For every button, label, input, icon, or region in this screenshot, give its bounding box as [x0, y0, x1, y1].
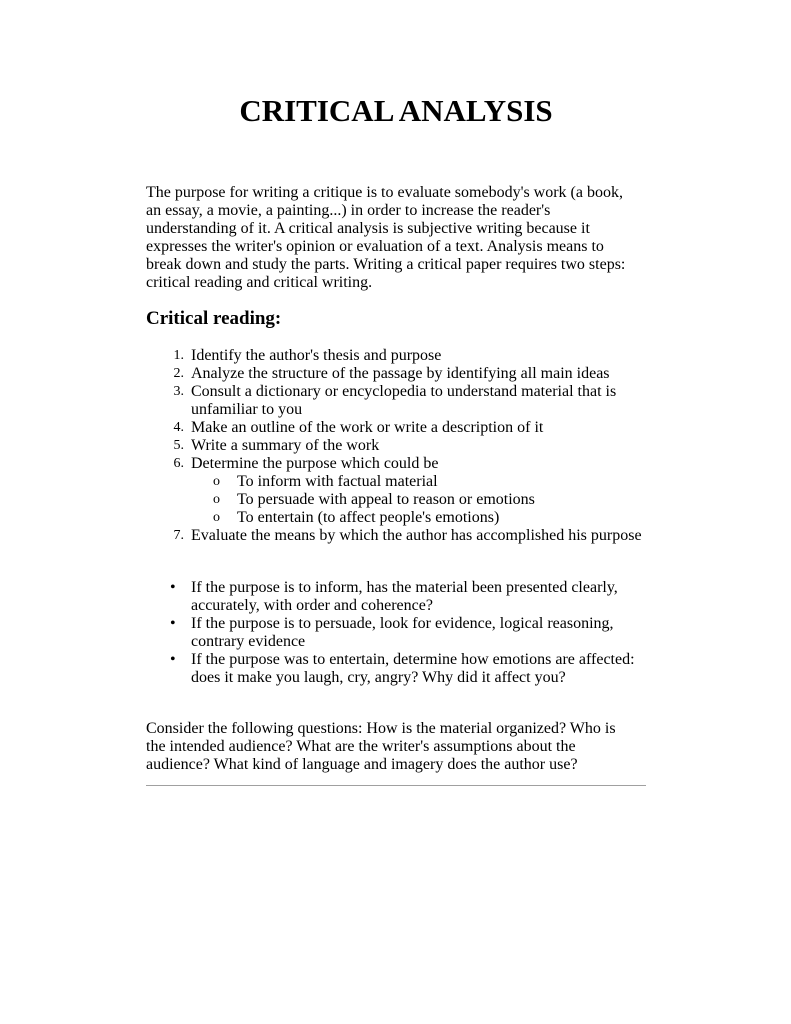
sublist-item-text: To inform with factual material	[237, 473, 438, 490]
bullet-icon: •	[170, 615, 176, 632]
critical-reading-steps	[146, 347, 646, 545]
sublist-item-text: To entertain (to affect people's emotions)	[237, 509, 500, 526]
page-title: CRITICAL ANALYSIS	[239, 93, 553, 128]
list-item	[146, 419, 646, 437]
bullet-item	[146, 579, 646, 615]
closing-paragraph: Consider the following questions: How is the material organized? Who is the intended audience? What are the writer's assumptions about the audience? What kind of language and imagery does the author use?	[146, 720, 616, 773]
section-heading: Critical reading:	[146, 308, 282, 329]
list-number: 6.	[173, 456, 184, 471]
list-item-text: Evaluate the means by which the author has accomplished his purpose	[191, 527, 642, 544]
bullet-item	[146, 615, 646, 651]
intro-paragraph: The purpose for writing a critique is to evaluate somebody's work (a book, an essay, a movie, a painting...) in order to increase the reader's understanding of it. A critical analysis is subjective writing because it expresses the writer's opinion or evaluation of a text. Analysis means to break down and study the parts. Writing a critical paper requires two steps: critical reading and critical writing.	[146, 184, 626, 291]
evaluation-bullets	[146, 579, 646, 687]
list-item	[146, 455, 646, 527]
list-item-text: Make an outline of the work or write a description of it	[191, 419, 544, 436]
list-number: 7.	[173, 528, 184, 543]
list-item-text: Analyze the structure of the passage by identifying all main ideas	[191, 365, 610, 382]
sublist-item	[191, 491, 646, 509]
bullet-item-text: If the purpose is to persuade, look for evidence, logical reasoning, contrary evidence	[191, 615, 614, 650]
circle-bullet-icon: o	[213, 510, 220, 525]
list-number: 2.	[173, 366, 184, 381]
list-item	[146, 365, 646, 383]
list-item	[146, 437, 646, 455]
list-item-text: Determine the purpose which could be	[191, 455, 439, 472]
list-item-text: Identify the author's thesis and purpose	[191, 347, 442, 364]
purpose-sublist	[191, 473, 646, 527]
list-item-text: Consult a dictionary or encyclopedia to understand material that is unfamiliar to you	[191, 383, 617, 418]
bullet-item-text: If the purpose was to entertain, determine how emotions are affected: does it make you laugh, cry, angry? Why did it affect you?	[191, 651, 635, 686]
list-number: 5.	[173, 438, 184, 453]
list-item	[146, 347, 646, 365]
list-number: 3.	[173, 384, 184, 399]
sublist-item	[191, 509, 646, 527]
bullet-item-text: If the purpose is to inform, has the material been presented clearly, accurately, with order and coherence?	[191, 579, 618, 614]
bullet-icon: •	[170, 579, 176, 596]
horizontal-divider	[146, 785, 646, 786]
list-item	[146, 527, 646, 545]
circle-bullet-icon: o	[213, 474, 220, 489]
sublist-item	[191, 473, 646, 491]
list-number: 1.	[173, 348, 184, 363]
list-number: 4.	[173, 420, 184, 435]
list-item-text: Write a summary of the work	[191, 437, 380, 454]
bullet-icon: •	[170, 651, 176, 668]
list-item	[146, 383, 646, 419]
sublist-item-text: To persuade with appeal to reason or emotions	[237, 491, 535, 508]
bullet-item	[146, 651, 646, 687]
circle-bullet-icon: o	[213, 492, 220, 507]
